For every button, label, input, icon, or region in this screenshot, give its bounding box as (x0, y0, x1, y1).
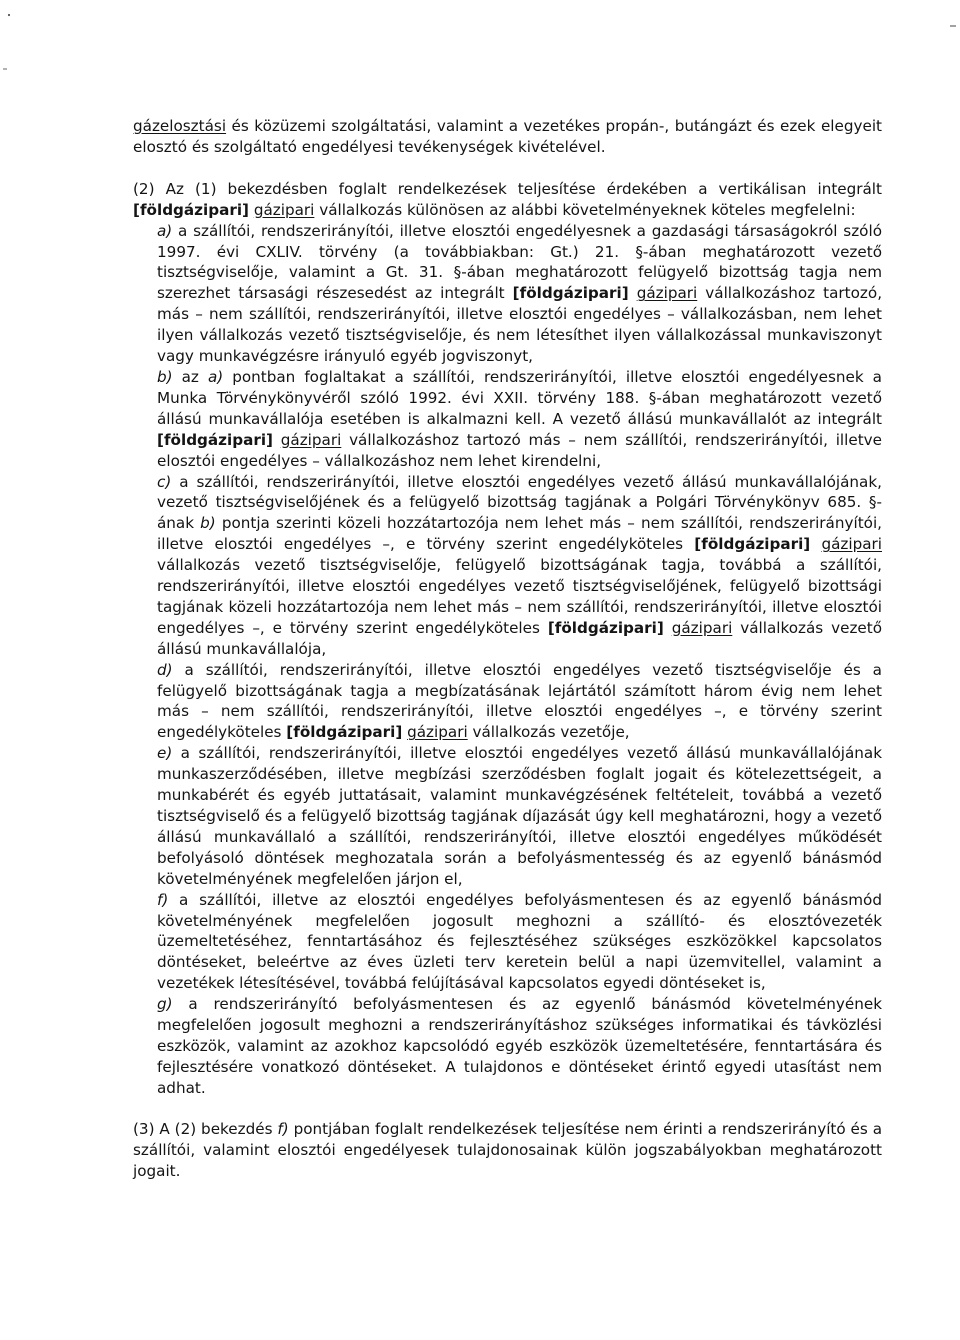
text-run: pontban foglaltakat a szállítói, rendszerirányítói, illetve elosztói engedélyesnek a Munka Törvénykönyvéről szóló 1992. évi XXII. törvény 188. §-ában meghatározott vezető állású munkavállalója esetében is alkalmazni kell. A vezető állású munkavállalót az integrált (157, 367, 882, 428)
list-item-g (133, 994, 882, 1099)
paragraph-3 (133, 1119, 882, 1182)
text-run: vállalkozás különösen az alábbi követelményeknek köteles megfelelni: (314, 200, 856, 219)
text-run (273, 431, 281, 449)
item-marker: d) (157, 660, 173, 679)
list-item-c (133, 472, 882, 660)
list-item-d (133, 660, 882, 744)
item-reference: a) (207, 367, 224, 386)
item-marker: b) (157, 367, 173, 386)
text-run: a szállítói, rendszerirányítói, illetve elosztói engedélyes vezető állású munkavállalójának, vezető tisztségviselőjének és a felügyelő bizottság tagjának a Polgári Törvénykönyv 685. §-ának (157, 472, 882, 533)
text-run: vállalkozás vezető állású munkavállalója, (157, 618, 883, 658)
item-reference: b) (200, 514, 216, 533)
underlined-term: gázipari (253, 200, 315, 219)
underlined-term: gázipari (671, 618, 733, 637)
item-marker: e) (157, 744, 173, 763)
item-marker: g) (157, 995, 173, 1014)
text-run: vállalkozás vezető tisztségviselője, felügyelő bizottságának tagja, továbbá a szállítói, rendszerirányítói, illetve elosztói engedélyes vezető tisztségviselőjének, felügyelő bizottsági tagjának közeli hozzátartozója nem lehet más – nem szállítói, rendszerirányítói, illetve elosztói engedélyes –, e törvény szerint engedélyköteles (157, 556, 882, 637)
text-run: a szállítói, rendszerirányítói, illetve elosztói engedélyes vezető állású munkavállalójának munkaszerződésében, illetve megbízási szerződésben foglalt jogait és kötelezettségeit, a munkabérét és egyéb juttatásait, valamint munkavégzésének feltételeit, továbbá a vezető tisztségviselő és a felügyelő bizottság tagjának díjazását úgy kell meghatározni, hogy a vezető állású munkavállaló a szállítói, rendszerirányítói, illetve elosztói engedélyes működését befolyásoló döntések meghozatala során a befolyásmentesség és az egyenlő bánásmód követelményének megfelelően járjon el, (157, 744, 882, 888)
text-run (664, 619, 672, 637)
list-item-f (133, 890, 882, 995)
paragraph-spacer (133, 158, 882, 179)
text-run: vállalkozáshoz tartozó, más – nem szállítói, rendszerirányítói, illetve elosztói engedélyes – vállalkozásban, nem lehet ilyen vállalkozás vezető tisztségviselője, és nem létesíthet ilyen vállalkozással munkaviszonyt vagy munkavégzésre irányuló egyéb jogviszonyt, (157, 284, 883, 366)
text-run: és közüzemi szolgáltatási, valamint a vezetékes propán-, butángázt és ezek elegyeit elosztó és szolgáltató engedélyesi tevékenységek kivételével. (133, 117, 882, 156)
list-item-b (133, 367, 882, 472)
underlined-term: gázipari (636, 284, 698, 303)
bracketed-term: [földgázipari] (157, 430, 273, 449)
bracketed-term: [földgázipari] (133, 200, 249, 219)
text-run: (2) Az (1) bekezdésben foglalt rendelkezések teljesítése érdekében a vertikálisan integrált (133, 179, 882, 198)
item-marker: f) (157, 890, 169, 909)
text-run: a szállítói, rendszerirányítói, illetve elosztói engedélyesnek a gazdasági társaságokról szóló 1997. évi CXLIV. törvény (a továbbiakban: Gt.) 21. §-ában meghatározott vezető tisztségviselője, valamint a Gt. 31. §-ában meghatározott felügyelő bizottság tagja nem szerezhet társasági részesedést az integrált (157, 221, 882, 303)
bracketed-term: [földgázipari] (512, 284, 629, 303)
item-reference: f) (277, 1119, 289, 1138)
scan-speck (2, 67, 8, 71)
item-marker: a) (157, 221, 173, 240)
bracketed-term: [földgázipari] (694, 535, 811, 554)
text-run: (3) A (2) bekezdés (133, 1119, 278, 1138)
text-run: az (172, 367, 208, 386)
underlined-term: gázipari (407, 723, 468, 742)
text-run: a szállítói, illetve az elosztói engedélyes befolyásmentesen és az egyenlő bánásmód követelményének megfelelően jogosult meghozni a szállító- és elosztóvezeték üzemeltetéséhez, fenntartásához és fejlesztéséhez szükséges eszközökkel kapcsolatos döntéseket, beleértve az éves üzleti terv keretein belül a napi üzemvitellel, valamint a vezetékek létesítésével, továbbá felújításával kapcsolatos egyedi döntéseket is, (157, 890, 882, 993)
list-item-a (133, 221, 882, 367)
underlined-term: gázelosztási (133, 117, 227, 135)
text-run: pontjában foglalt rendelkezések teljesítése nem érinti a rendszerirányító és a szállítói, valamint elosztói engedélyesek tulajdonosainak külön jogszabályokban meghatározott jogait. (133, 1119, 882, 1180)
text-run (810, 535, 821, 553)
scan-speck (0, 0, 12, 20)
bracketed-term: [földgázipari] (547, 618, 664, 637)
underlined-term: gázipari (280, 430, 342, 449)
text-run: a rendszerirányító befolyásmentesen és az egyenlő bánásmód követelményének megfelelően jogosult meghozni a rendszerirányításhoz szükséges informatikai és távközlési eszközök, valamint az azokhoz kapcsolódó egyéb eszközök üzemeltetésére, fenntartására és fejlesztésére vonatkozó döntéseket. A tulajdonos e döntéseket érintő egyedi utasítást nem adhat. (157, 995, 882, 1097)
paragraph-2-intro (133, 179, 882, 221)
text-run (629, 284, 637, 302)
scan-speck (949, 24, 957, 28)
bracketed-term: [földgázipari] (286, 723, 403, 742)
text-run: vállalkozás vezetője, (467, 723, 630, 742)
paragraph-spacer (133, 1099, 882, 1119)
underlined-term: gázipari (821, 535, 882, 554)
text-run: pontja szerinti közeli hozzátartozója nem lehet más – nem szállítói, rendszerirányítói, illetve elosztói engedélyes –, e törvény szerint engedélyköteles (157, 514, 882, 554)
text-run: a szállítói, rendszerirányítói, illetve elosztói engedélyes vezető tisztségviselője és a felügyelő bizottságának tagja a megbízatásának lejártától számított három évig nem lehet más – nem szállítói, rendszerirányítói, illetve elosztói engedélyes –, e törvény szerint engedélyköteles (157, 660, 882, 742)
item-marker: c) (157, 472, 172, 491)
document-page (133, 116, 882, 1181)
paragraph-1-continuation (133, 116, 882, 158)
text-run: vállalkozáshoz tartozó más – nem szállítói, rendszerirányítói, illetve elosztói engedélyes – vállalkozáshoz nem lehet kirendelni, (157, 430, 882, 470)
list-item-e (133, 743, 882, 889)
